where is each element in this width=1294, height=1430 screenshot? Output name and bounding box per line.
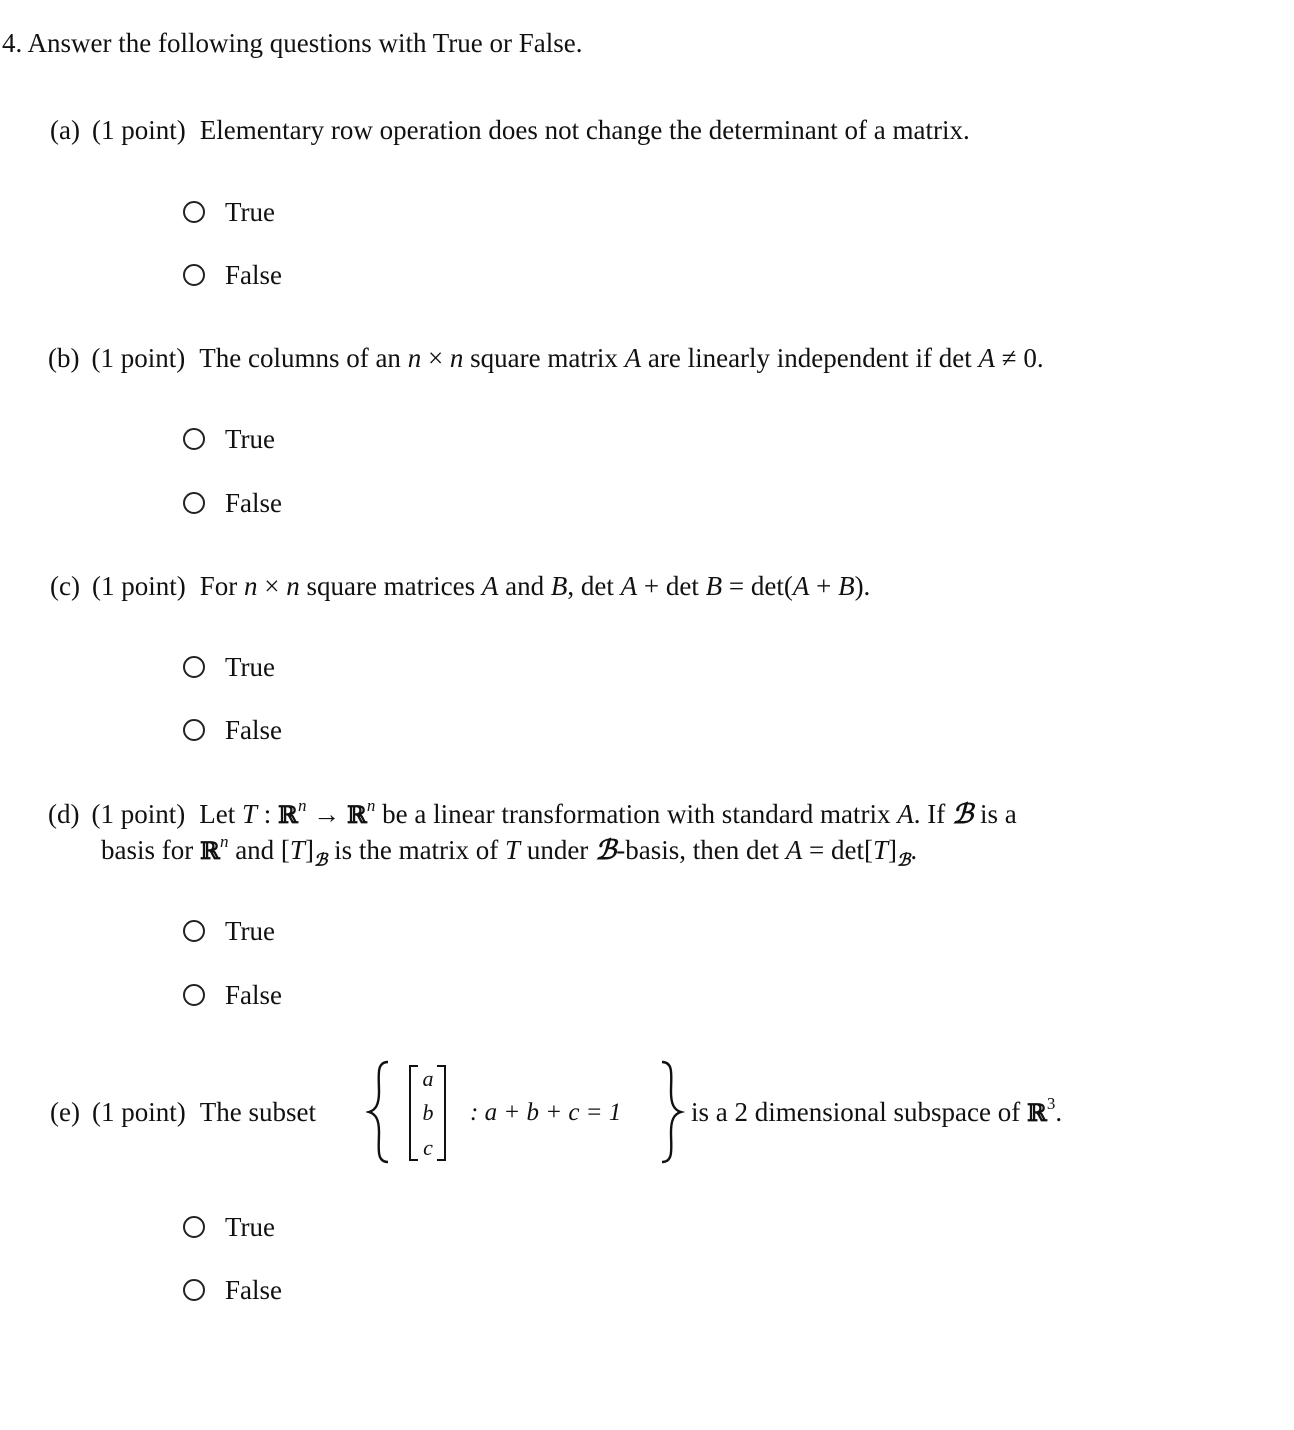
question-e-option-false[interactable]: [183, 1275, 282, 1305]
question-d-text-line-1: Let T : ℝ$^n$ → ℝ$^n$ be a linear transformation with standard matrix A. If ℬ is a: [199, 796, 1017, 830]
question-c-points: (1 point): [91, 571, 186, 601]
radio-circle-icon[interactable]: [183, 920, 205, 942]
question-e-points: (1 point): [91, 1097, 186, 1127]
question-a-option-true[interactable]: [183, 197, 275, 227]
question-a-text: Elementary row operation does not change the determinant of a matrix.: [199, 115, 970, 145]
question-b-points: (1 point): [91, 343, 186, 373]
radio-circle-icon[interactable]: [183, 492, 205, 514]
question-d-line-2: basis for ℝ$^n$ and $[T]_ℬ$ is the matrix of T under ℬ-basis, then $\det A = \det[T]_ℬ$.: [101, 832, 918, 871]
question-d-label: (d): [48, 799, 80, 829]
option-true-label: True: [225, 652, 276, 682]
question-d-option-false[interactable]: [183, 980, 282, 1010]
question-a-points: (1 point): [91, 115, 186, 145]
question-e-text-1: The subset: [199, 1097, 316, 1127]
matrix-entry-b: b: [422, 1100, 434, 1125]
matrix-left-bracket-icon: [410, 1066, 418, 1160]
question-e-option-true[interactable]: [183, 1212, 275, 1242]
question-d-option-true[interactable]: [183, 916, 275, 946]
question-b-text: The columns of an n × n square matrix A are linearly independent if det A ≠ 0.: [199, 343, 1044, 373]
option-false-label: False: [225, 715, 282, 745]
question-a: [50, 112, 970, 148]
question-e-label-text: [50, 1094, 316, 1130]
question-e-text-2: is a 2 dimensional subspace of ℝ$^3$.: [691, 1094, 1063, 1127]
radio-circle-icon[interactable]: [183, 656, 205, 678]
option-true-label: True: [225, 916, 276, 946]
radio-circle-icon[interactable]: [183, 264, 205, 286]
question-c-label: (c): [50, 571, 80, 601]
radio-circle-icon[interactable]: [183, 428, 205, 450]
option-true-label: True: [225, 197, 276, 227]
set-builder-notation: [366, 1056, 696, 1168]
question-b-option-false[interactable]: [183, 488, 282, 518]
question-e-label: (e): [50, 1097, 80, 1127]
matrix-right-bracket-icon: [437, 1066, 445, 1160]
option-false-label: False: [225, 1275, 282, 1305]
radio-circle-icon[interactable]: [183, 1279, 205, 1301]
question-c-option-true[interactable]: [183, 652, 275, 682]
question-d-points: (1 point): [91, 799, 186, 829]
matrix-entry-c: c: [423, 1135, 433, 1160]
question-c-text: For n × n square matrices A and B, det A + det B = det(A + B).: [199, 571, 871, 601]
option-false-label: False: [225, 980, 282, 1010]
question-c: [50, 568, 870, 604]
question-a-option-false[interactable]: [183, 260, 282, 290]
right-brace-icon: [662, 1062, 681, 1162]
option-false-label: False: [225, 260, 282, 290]
problem-title: 4. Answer the following questions with True or False.: [2, 28, 583, 58]
radio-circle-icon[interactable]: [183, 984, 205, 1006]
set-condition: : a + b + c = 1: [470, 1099, 622, 1126]
option-true-label: True: [225, 1212, 276, 1242]
radio-circle-icon[interactable]: [183, 719, 205, 741]
radio-circle-icon[interactable]: [183, 1216, 205, 1238]
option-true-label: True: [225, 424, 276, 454]
question-a-label: (a): [50, 115, 80, 145]
question-d-line-1: [48, 796, 1017, 833]
question-b: [48, 340, 1044, 376]
option-false-label: False: [225, 488, 282, 518]
question-b-option-true[interactable]: [183, 424, 275, 454]
question-c-option-false[interactable]: [183, 715, 282, 745]
question-b-label: (b): [48, 343, 80, 373]
radio-circle-icon[interactable]: [183, 201, 205, 223]
left-brace-icon: [369, 1062, 388, 1162]
matrix-entry-a: a: [422, 1066, 434, 1091]
